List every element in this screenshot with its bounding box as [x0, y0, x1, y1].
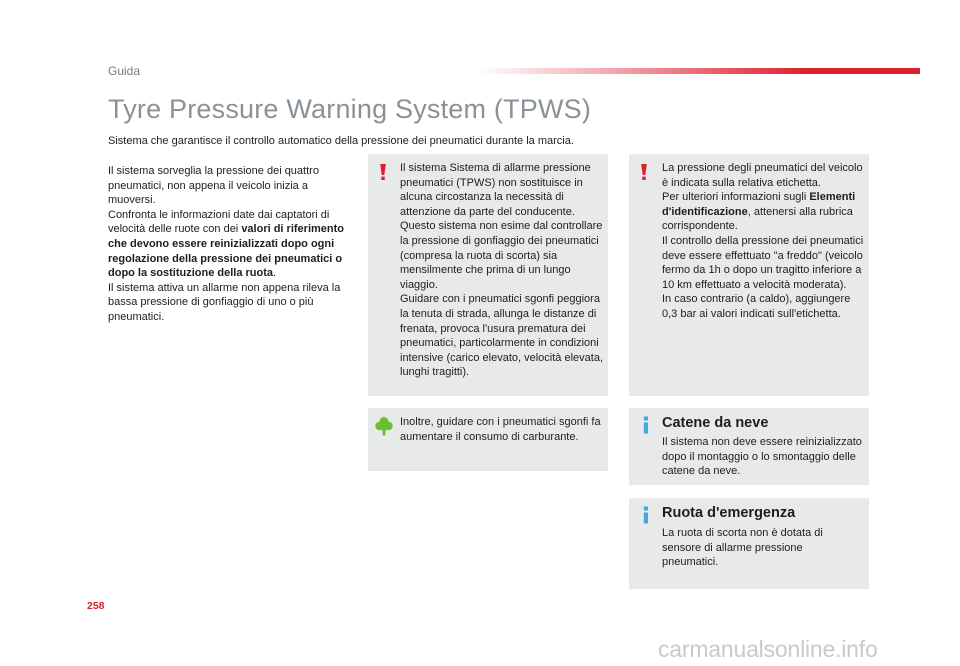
- info-icon: [641, 506, 651, 524]
- intro-paragraph-2-end: .: [273, 267, 277, 280]
- warning-tpws-paragraph-2: Questo sistema non esime dal controllare la pressione di gonfiaggio dei pneumatici (compresa la ruota di scorta) sia mensilmente che prima di un lungo viaggio.: [400, 220, 603, 291]
- exclamation-icon: [377, 163, 389, 181]
- intro-column: [108, 164, 344, 325]
- spare-wheel-heading: Ruota d'emergenza: [662, 505, 796, 521]
- page-title: Tyre Pressure Warning System (TPWS): [108, 94, 592, 124]
- header-accent-bar: [478, 68, 920, 74]
- info-icon: [641, 416, 651, 434]
- page-subtitle: Sistema che garantisce il controllo automatico della pressione dei pneumatici durante la marcia.: [108, 135, 574, 147]
- warning-tpws-paragraph-3: Guidare con i pneumatici sgonfi peggiora la tenuta di strada, allunga le distanze di frenata, provoca l'usura prematura dei pneumatici, particolarmente in condizioni intensive (carico elevato, velocità elevata, lunghi tragitti).: [400, 293, 603, 379]
- warning-tpws-paragraph-1: Il sistema Sistema di allarme pressione pneumatici (TPWS) non sostituisce in alcuna circostanza la necessità di attenzione da parte del conducente.: [400, 162, 591, 218]
- tree-icon: [375, 416, 393, 436]
- warning-pressure-paragraph-2-end: , attenersi alla rubrica corrispondente.: [662, 205, 853, 233]
- spare-wheel-text: La ruota di scorta non è dotata di sensore di allarme pressione pneumatici.: [662, 527, 823, 569]
- eco-box-text: Inoltre, guidare con i pneumatici sgonfi fa aumentare il consumo di carburante.: [400, 416, 601, 443]
- page-number: 258: [87, 600, 105, 612]
- snow-chains-text: Il sistema non deve essere reinizializzato dopo il montaggio o lo smontaggio delle catene da neve.: [662, 436, 862, 478]
- warning-box-tpws-text: [400, 161, 604, 380]
- warning-box-pressure-text: [662, 161, 868, 322]
- warning-pressure-paragraph-1: La pressione degli pneumatici del veicolo è indicata sulla relativa etichetta.: [662, 162, 863, 189]
- intro-paragraph-3: Il sistema attiva un allarme non appena rileva la bassa pressione di gonfiaggio di uno o più pneumatici.: [108, 281, 341, 323]
- warning-pressure-paragraph-3: Il controllo della pressione dei pneumatici deve essere effettuato "a freddo" (veicolo fermo da 1h o dopo un tragitto inferiore a 10 km effettuato a velocità moderata).: [662, 234, 864, 291]
- intro-paragraph-2: [108, 208, 344, 281]
- warning-pressure-paragraph-2-text: Per ulteriori informazioni sugli: [662, 191, 807, 204]
- snow-chains-heading: Catene da neve: [662, 415, 769, 431]
- intro-paragraph-1: Il sistema sorveglia la pressione dei quattro pneumatici, non appena il veicolo inizia a muoversi.: [108, 165, 319, 207]
- identification-link-text: Elementi d'identificazione: [662, 191, 856, 218]
- intro-paragraph-2-bold: valori di riferimento che devono essere reinizializzati dopo ogni regolazione della pressione dei pneumatici o dopo la sostituzione della ruota: [108, 223, 345, 280]
- exclamation-icon: [638, 163, 650, 181]
- warning-pressure-paragraph-4: In caso contrario (a caldo), aggiungere 0,3 bar ai valori indicati sull'etichetta.: [662, 293, 851, 320]
- watermark: carmanualsonline.info: [658, 636, 878, 662]
- intro-paragraph-2-text: Confronta le informazioni date dai captatori di velocità delle ruote con dei: [108, 208, 330, 236]
- section-label: Guida: [108, 64, 141, 78]
- warning-pressure-paragraph-2: [662, 190, 868, 234]
